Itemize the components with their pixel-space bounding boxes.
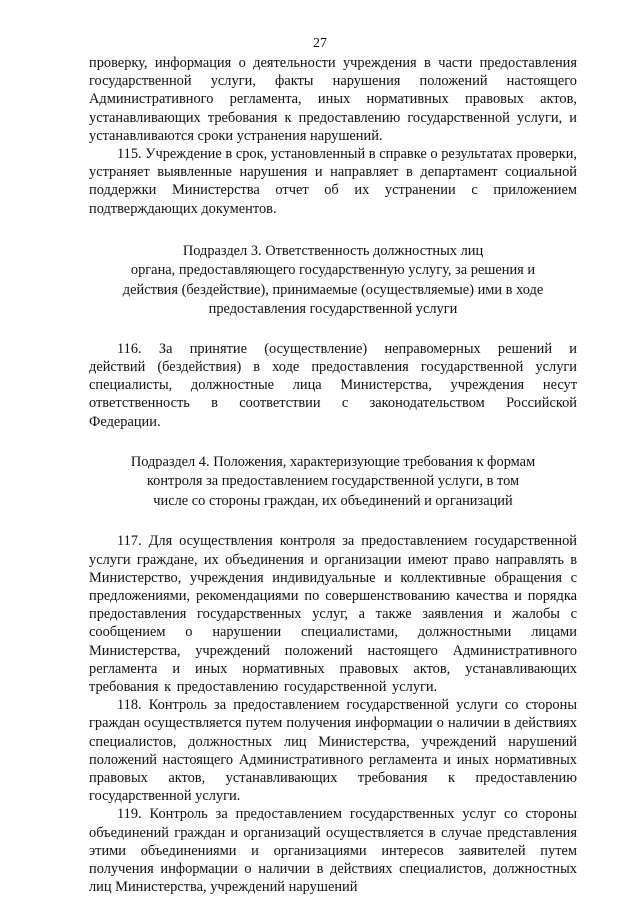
subsection-3-heading (89, 242, 577, 320)
paragraph-116: 116. За принятие (осуществление) неправомерных решений и действий (бездействия) в ходе предоставления государственной услуги специалисты, должностные лица Министерства, учреждения несут ответственность в соответствии с законодательством Российской Федерации. (89, 340, 577, 430)
paragraph-118: 118. Контроль за предоставлением государственной услуги со стороны граждан осуществляется путем получения информации о наличии в действиях специалистов, должностных лиц Министерства, учреждений нарушений положений настоящего Административного регламента и иных нормативных правовых актов, устанавливающих требования к предоставлению государственной услуги. (89, 697, 577, 805)
page-number: 27 (313, 36, 327, 51)
page-content (89, 54, 577, 896)
subsection-3-heading-line: действия (бездействие), принимаемые (осуществляемые) ими в ходе (122, 281, 544, 298)
subsection-4-heading-line: Подраздел 4. Положения, характеризующие требования к формам (130, 453, 536, 470)
paragraph-115: 115. Учреждение в срок, установленный в справке о результатах проверки, устраняет выявленные нарушения и направляет в департамент социальной поддержки Министерства отчет об их устранении с приложением подтверждающих документов. (89, 146, 577, 217)
subsection-4-heading-line: числе со стороны граждан, их объединений и организаций (153, 492, 513, 509)
subsection-3-heading-line: предоставления государственной услуги (208, 301, 458, 318)
paragraph-continued: проверку, информация о деятельности учреждения в части предоставления государственной услуги, факты нарушения положений настоящего Административного регламента, иных нормативных правовых актов, устанавливающих требования к предоставлению государственной услуги, и устанавливаются сроки устранения нарушений. (89, 55, 577, 144)
subsection-4-heading-line: контроля за предоставлением государственной услуги, в том (146, 473, 520, 490)
paragraph-117: 117. Для осуществления контроля за предоставлением государственной услуги граждане, их объединения и организации имеют право направлять в Министерство, учреждения индивидуальные и коллективные обращения с предложениями, рекомендациями по совершенствованию качества и порядка предоставления государственных услуг, а также заявления и жалобы с сообщением о нарушении специалистами, должностными лицами Министерства, учреждений положений настоящего Административного регламента и иных нормативных правовых актов, устанавливающих требования к предоставлению государственной услуги. (89, 533, 577, 695)
subsection-3-heading-line: органа, предоставляющего государственную услугу, за решения и (130, 262, 536, 279)
subsection-3-heading-line: Подраздел 3. Ответственность должностных лиц (182, 242, 484, 259)
subsection-4-heading (89, 453, 577, 512)
paragraph-119: 119. Контроль за предоставлением государственных услуг со стороны объединений граждан и организаций осуществляется в случае представления этими объединениями и организациями интересов заявителей путем получения информации о наличии в действиях специалистов, должностных лиц Министерства, учреждений нарушений (89, 806, 577, 896)
